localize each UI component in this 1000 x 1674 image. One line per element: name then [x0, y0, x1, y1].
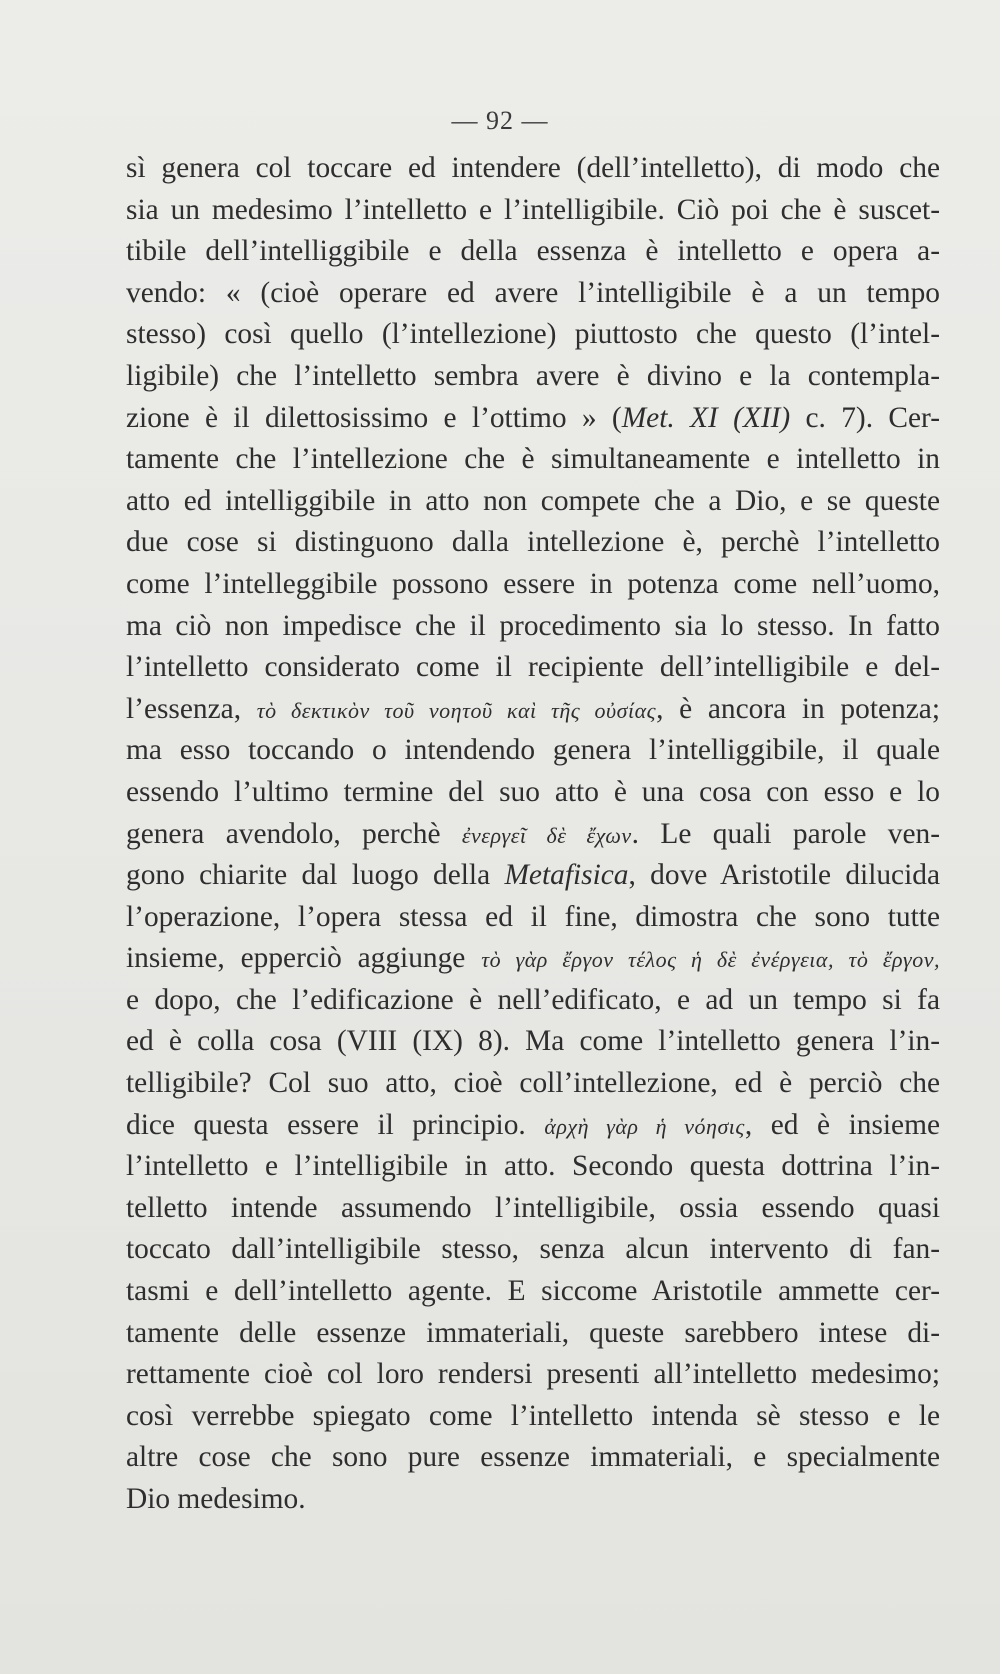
page-number: — 92 —	[451, 106, 549, 135]
text-line	[126, 273, 940, 315]
text-segment: zione è il dilettosissimo e l’ottimo » (	[126, 401, 622, 434]
text-line	[126, 190, 940, 232]
greek-quote: τὸ γὰρ ἔργον τέλος ἡ δὲ ἐνέργεια, τὸ ἔργον,	[481, 947, 940, 973]
text-segment: , ed è insieme	[744, 1108, 940, 1141]
text-segment: tamente delle essenze immateriali, queste sarebbero intese di-	[126, 1316, 940, 1349]
text-line	[126, 1021, 940, 1063]
text-segment: così verrebbe spiegato come l’intelletto intenda sè stesso e le	[126, 1399, 940, 1432]
text-segment: atto ed intelliggibile in atto non compete che a Dio, e se queste	[126, 484, 940, 517]
text-segment: sia un medesimo l’intelletto e l’intelligibile. Ciò poi che è suscet-	[126, 193, 940, 226]
text-line	[126, 897, 940, 939]
text-segment: ma esso toccando o intendendo genera l’intelliggibile, il quale	[126, 734, 940, 767]
greek-quote: τὸ δεκτικὸν τοῦ νοητοῦ καὶ τῆς οὐσίας	[256, 697, 657, 723]
text-segment: dice questa essere il principio.	[126, 1108, 545, 1141]
text-segment: c. 7). Cer-	[790, 401, 940, 434]
text-line	[126, 522, 940, 564]
text-segment: l’essenza,	[126, 692, 257, 725]
text-line	[126, 1437, 940, 1479]
text-line	[126, 231, 940, 273]
text-segment: e dopo, che l’edificazione è nell’edificato, e ad un tempo si fa	[126, 983, 940, 1016]
greek-quote: ἀρχὴ γὰρ ἡ νόησις	[544, 1113, 745, 1139]
text-segment: insieme, epperciò aggiunge	[126, 942, 482, 975]
text-segment: telletto intende assumendo l’intelligibile, ossia essendo quasi	[126, 1191, 940, 1224]
text-segment: altre cose che sono pure essenze immateriali, e specialmente	[126, 1441, 940, 1474]
text-line	[126, 730, 940, 772]
text-segment: ed è colla cosa (VIII (IX) 8). Ma come l’intelletto genera l’in-	[126, 1025, 940, 1058]
text-line	[126, 481, 940, 523]
text-segment: tibile dell’intelliggibile e della essenza è intelletto e opera a-	[126, 235, 940, 268]
text-segment: l’operazione, l’opera stessa ed il fine, dimostra che sono tutte	[126, 900, 940, 933]
text-line	[126, 398, 940, 440]
text-segment: essendo l’ultimo termine del suo atto è una cosa con esso e lo	[126, 775, 940, 808]
text-line	[126, 356, 940, 398]
text-line	[126, 1313, 940, 1355]
text-line	[126, 855, 940, 897]
text-segment: come l’intelleggibile possono essere in potenza come nell’uomo,	[126, 567, 940, 600]
text-segment: l’intelletto considerato come il recipiente dell’intelligibile e del-	[126, 651, 940, 684]
text-line	[126, 564, 940, 606]
text-segment: l’intelletto e l’intelligibile in atto. Secondo questa dottrina l’in-	[126, 1150, 940, 1183]
text-line	[126, 1479, 940, 1521]
text-line	[126, 439, 940, 481]
text-line	[126, 1146, 940, 1188]
text-segment: . Le quali parole ven-	[631, 817, 940, 850]
text-line	[126, 938, 940, 980]
text-line	[126, 689, 940, 731]
text-line	[126, 647, 940, 689]
text-line	[126, 1188, 940, 1230]
text-segment: , dove Aristotile dilucida	[628, 859, 941, 892]
text-segment: telligibile? Col suo atto, cioè coll’intellezione, ed è perciò che	[126, 1067, 940, 1100]
text-segment: rettamente cioè col loro rendersi presenti all’intelletto medesimo;	[126, 1358, 940, 1391]
text-segment: due cose si distinguono dalla intellezione è, perchè l’intelletto	[126, 526, 940, 559]
text-line	[126, 1063, 940, 1105]
text-segment: ligibile) che l’intelletto sembra avere è divino e la contempla-	[126, 359, 940, 392]
text-line	[126, 980, 940, 1022]
text-segment: ma ciò non impedisce che il procedimento sia lo stesso. In fatto	[126, 609, 940, 642]
italic-text: Metafisica	[504, 859, 629, 892]
text-segment: vendo: « (cioè operare ed avere l’intelligibile è a un tempo	[126, 276, 940, 309]
italic-text: Met. XI (XII)	[621, 401, 791, 434]
text-segment: stesso) così quello (l’intellezione) piuttosto che questo (l’intel-	[126, 318, 940, 351]
text-segment: tamente che l’intellezione che è simultaneamente e intelletto in	[126, 443, 940, 476]
text-line	[126, 1105, 940, 1147]
text-line	[126, 772, 940, 814]
text-segment: tasmi e dell’intelletto agente. E siccome Aristotile ammette cer-	[126, 1275, 940, 1308]
text-segment: sì genera col toccare ed intendere (dell’intelletto), di modo che	[126, 152, 940, 184]
text-line	[126, 606, 940, 648]
greek-quote: ἐνεργεῖ δὲ ἔχων	[461, 822, 632, 848]
text-line	[126, 1229, 940, 1271]
text-segment: Dio medesimo.	[126, 1483, 306, 1515]
text-segment: toccato dall’intelligibile stesso, senza alcun intervento di fan-	[126, 1233, 940, 1266]
text-line	[126, 314, 940, 356]
text-segment: gono chiarite dal luogo della	[126, 859, 505, 892]
body-text	[126, 148, 940, 1521]
text-line	[126, 814, 940, 856]
text-line	[126, 148, 940, 190]
text-line	[126, 1354, 940, 1396]
text-segment: , è ancora in potenza;	[656, 692, 940, 725]
text-line	[126, 1271, 940, 1313]
text-line	[126, 1396, 940, 1438]
text-segment: genera avendolo, perchè	[126, 817, 462, 850]
